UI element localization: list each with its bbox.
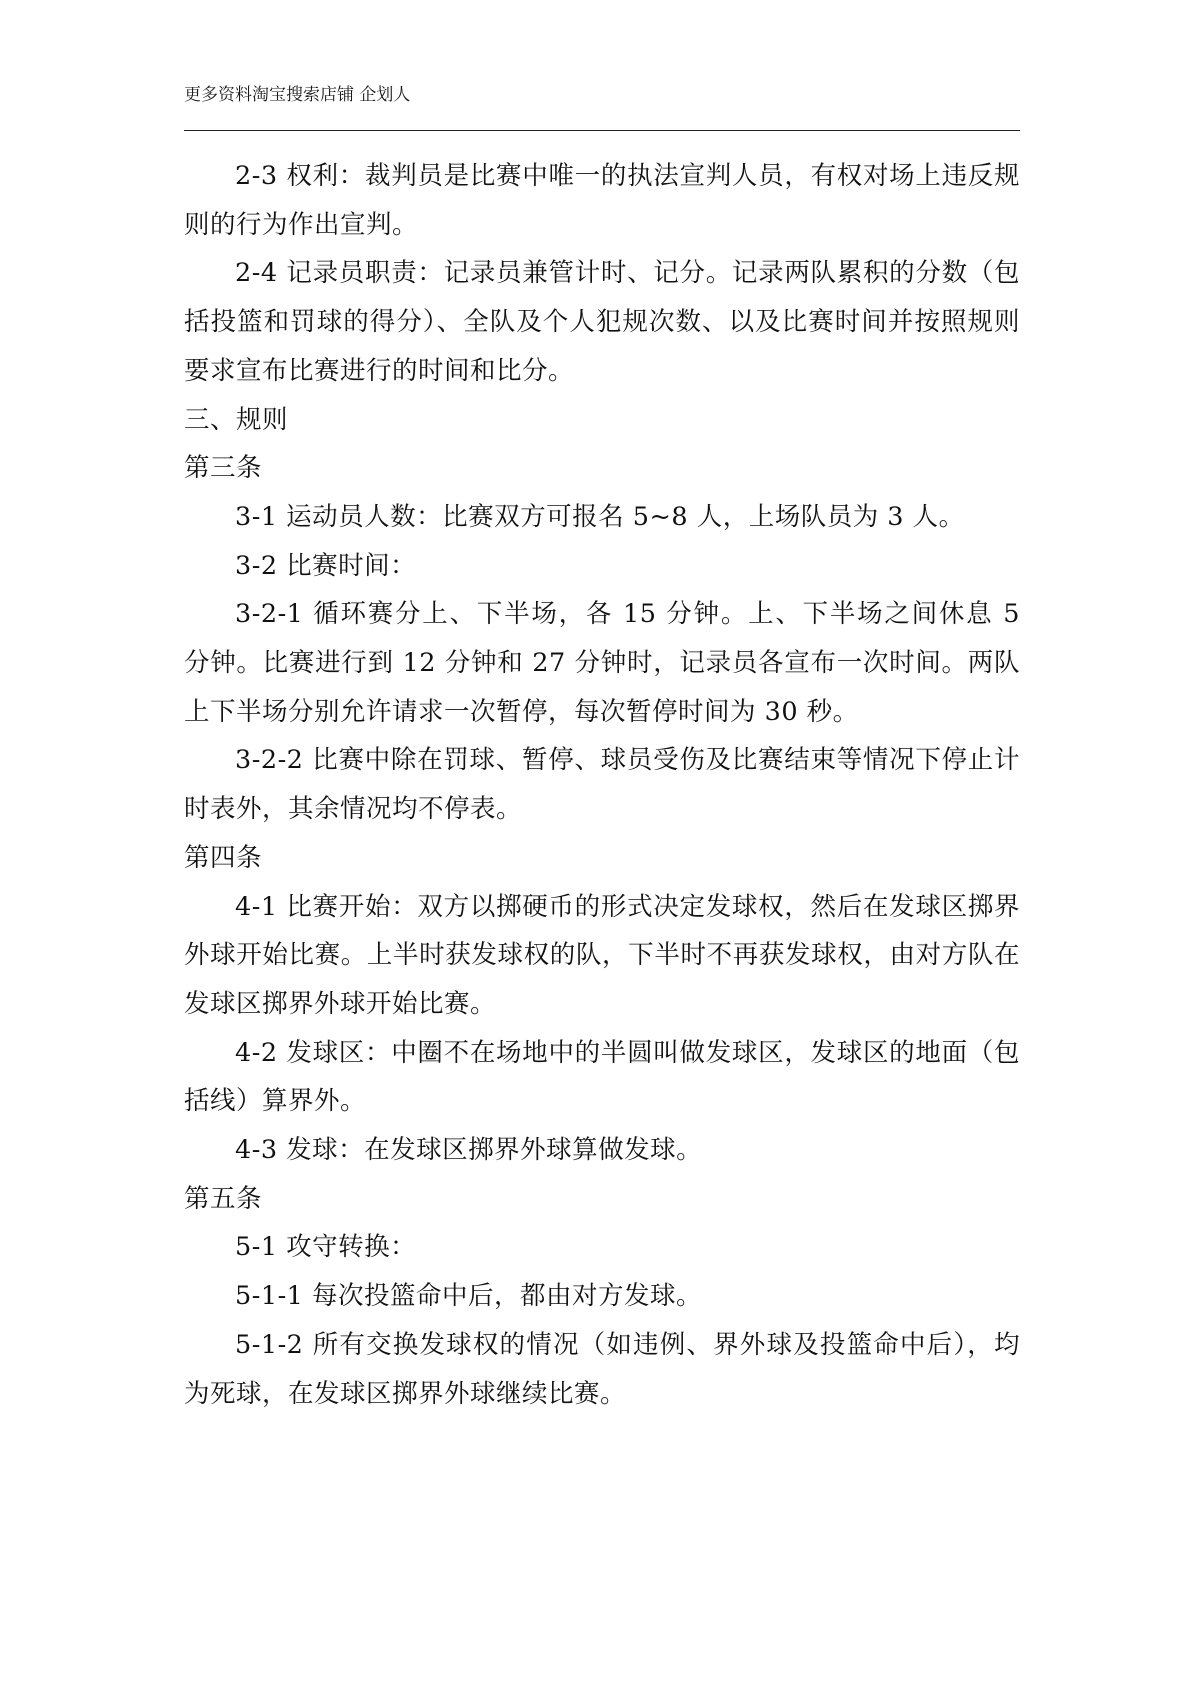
paragraph-5-1-1: 5-1-1 每次投篮命中后，都由对方发球。: [235, 1281, 703, 1312]
paragraph-3-2-2: 3-2-2 比赛中除在罚球、暂停、球员受伤及比赛结束等情况下停止计时表外，其余情况均不停表。: [184, 745, 1020, 825]
paragraph-3-2: 3-2 比赛时间：: [235, 550, 417, 581]
paragraph-2-3: 2-3 权利：裁判员是比赛中唯一的执法宣判人员，有权对场上违反规则的行为作出宣判。: [184, 161, 1020, 240]
paragraph-3-1: 3-1 运动员人数：比赛双方可报名 5~8 人，上场队员为 3 人。: [235, 501, 965, 532]
paragraph-4-2: 4-2 发球区：中圈不在场地中的半圆叫做发球区，发球区的地面（包括线）算界外。: [184, 1037, 1020, 1117]
header-divider: [184, 130, 1020, 131]
paragraph-2-4: 2-4 记录员职责：记录员兼管计时、记分。记录两队累积的分数（包括投篮和罚球的得分）、全队及个人犯规次数、以及比赛时间并按照规则要求宣布比赛进行的时间和比分。: [184, 258, 1020, 386]
document-body: [184, 152, 1020, 1418]
paragraph-3-2-1: 3-2-1 循环赛分上、下半场，各 15 分钟。上、下半场之间休息 5 分钟。比赛进行到 12 分钟和 27 分钟时，记录员各宣布一次时间。两队上下半场分别允许请求一次暂停，每次暂停时间为 30 秒。: [184, 599, 1020, 727]
article-heading-4: 第四条: [184, 842, 263, 873]
section-heading-rules: 三、规则: [184, 404, 289, 435]
article-heading-3: 第三条: [184, 453, 263, 484]
page-header: 更多资料淘宝搜索店铺 企划人: [184, 85, 411, 105]
paragraph-5-1-2: 5-1-2 所有交换发球权的情况（如违例、界外球及投篮命中后），均为死球，在发球区掷界外球继续比赛。: [184, 1329, 1020, 1409]
paragraph-5-1: 5-1 攻守转换：: [235, 1232, 417, 1263]
paragraph-4-3: 4-3 发球：在发球区掷界外球算做发球。: [235, 1135, 703, 1166]
article-heading-5: 第五条: [184, 1183, 263, 1214]
paragraph-4-1: 4-1 比赛开始：双方以掷硬币的形式决定发球权，然后在发球区掷界外球开始比赛。上半时获发球权的队，下半时不再获发球权，由对方队在发球区掷界外球开始比赛。: [184, 891, 1020, 1019]
